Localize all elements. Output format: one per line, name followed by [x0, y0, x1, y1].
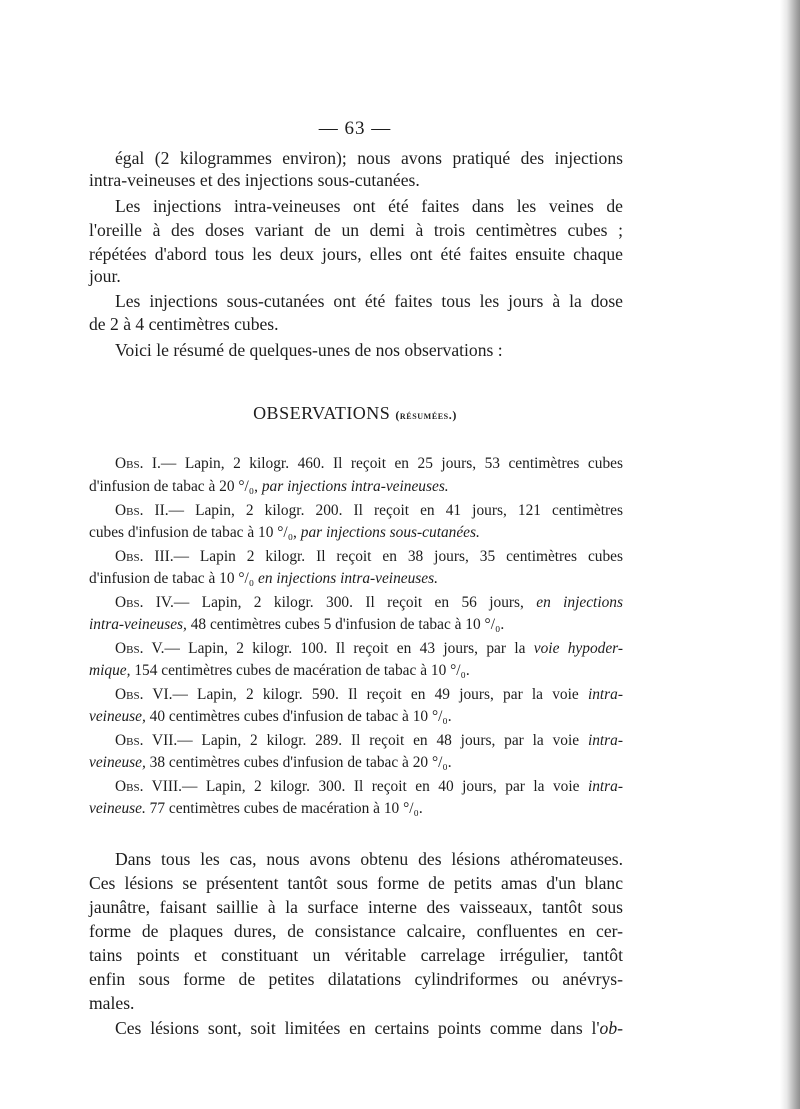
closing-p1-line3: jaunâtre, faisant saillie à la surface interne des vaisseaux, tantôt sous	[89, 897, 623, 917]
obs-6-line1-italic: intra-	[587, 686, 623, 703]
obs-7-line1-italic: intra-	[587, 732, 623, 749]
intro-p2-line2: l'oreille à des doses variant de un demi à trois centimètres cubes ;	[89, 220, 623, 240]
intro-p2-line4: jour.	[89, 266, 121, 286]
obs-4-line1-italic: en injections	[536, 594, 623, 611]
obs-6-line1	[115, 684, 623, 706]
obs-8-line2	[89, 798, 623, 820]
obs-6-line2-italic: veineuse,	[89, 708, 146, 725]
section-title-main: OBSERVATIONS	[253, 403, 391, 423]
obs-7-label: Obs. VII.	[115, 732, 178, 749]
obs-8-line1	[115, 776, 623, 798]
closing-p2-line1-italic: ob-	[599, 1018, 623, 1038]
obs-6-line2	[89, 706, 623, 728]
closing-p1-line5: tains points et constituant un véritable carrelage irrégulier, tantôt	[89, 945, 623, 965]
intro-p1-line2: intra-veineuses et des injections sous-cutanées.	[89, 170, 420, 190]
obs-7-line2	[89, 752, 623, 774]
obs-4-line2-plain: 48 centimètres cubes 5 d'infusion de tabac à 10 °/₀.	[186, 616, 505, 633]
obs-5-line1	[115, 638, 623, 660]
obs-1-line2	[89, 476, 623, 498]
obs-3-line2	[89, 568, 623, 590]
page-number: — 63 —	[318, 118, 392, 139]
obs-7-line2-plain: 38 centimètres cubes d'infusion de tabac à 20 °/₀.	[145, 754, 452, 771]
intro-p3-line2: de 2 à 4 centimètres cubes.	[89, 314, 279, 334]
obs-2-label: Obs. II.	[115, 502, 169, 519]
obs-3-label: Obs. III.	[115, 548, 174, 565]
obs-8-line1-plain: — Lapin, 2 kilogr. 300. Il reçoit en 40 jours, par la voie	[181, 778, 588, 795]
obs-6-label: Obs. VI.	[115, 686, 173, 703]
obs-3-line1-text: — Lapin 2 kilogr. Il reçoit en 38 jours, 35 centimètres cubes	[173, 548, 623, 565]
obs-1-line1-text: — Lapin, 2 kilogr. 460. Il reçoit en 25 jours, 53 centimètres cubes	[160, 455, 623, 472]
obs-1-line1	[115, 453, 623, 475]
obs-4-label: Obs. IV.	[115, 594, 174, 611]
intro-p2-line1: Les injections intra-veineuses ont été faites dans les veines de	[115, 196, 623, 216]
obs-5-line1-italic: voie hypoder-	[533, 640, 623, 657]
obs-3-line1	[115, 546, 623, 568]
obs-8-line2-italic: veineuse.	[89, 800, 146, 817]
obs-6-line1-plain: — Lapin, 2 kilogr. 590. Il reçoit en 49 jours, par la voie	[172, 686, 588, 703]
obs-8-label: Obs. VIII.	[115, 778, 182, 795]
obs-8-line1-italic: intra-	[587, 778, 623, 795]
obs-7-line1-plain: — Lapin, 2 kilogr. 289. Il reçoit en 48 jours, par la voie	[177, 732, 588, 749]
obs-1-line2-italic: par injections intra-veineuses.	[261, 478, 449, 495]
intro-p1-line1: égal (2 kilogrammes environ); nous avons pratiqué des injections	[115, 148, 623, 168]
obs-2-line2	[89, 522, 623, 544]
closing-p1-line1: Dans tous les cas, nous avons obtenu des lésions athéromateuses.	[115, 849, 623, 869]
obs-5-line1-plain: — Lapin, 2 kilogr. 100. Il reçoit en 43 jours, par la	[164, 640, 534, 657]
closing-p2-line1-plain: Ces lésions sont, soit limitées en certains points comme dans l'	[115, 1018, 600, 1038]
section-title-sub: (résumées.)	[395, 408, 457, 422]
obs-4-line2-italic: intra-veineuses,	[89, 616, 187, 633]
obs-1-line2-plain: d'infusion de tabac à 20 °/₀,	[89, 478, 262, 495]
intro-p3-line1: Les injections sous-cutanées ont été faites tous les jours à la dose	[115, 291, 623, 311]
obs-3-line2-italic: en injections intra-veineuses.	[258, 570, 438, 587]
obs-8-line2-plain: 77 centimètres cubes de macération à 10 °/₀.	[145, 800, 423, 817]
obs-2-line1	[115, 500, 623, 522]
obs-4-line2	[89, 614, 623, 636]
obs-5-label: Obs. V.	[115, 640, 165, 657]
obs-4-line1-plain: — Lapin, 2 kilogr. 300. Il reçoit en 56 jours,	[173, 594, 537, 611]
obs-5-line2	[89, 660, 623, 682]
section-title	[0, 403, 710, 424]
obs-2-line2-plain: cubes d'infusion de tabac à 10 °/₀,	[89, 524, 301, 541]
closing-p1-line2: Ces lésions se présentent tantôt sous forme de petits amas d'un blanc	[89, 873, 623, 893]
closing-p2-line1	[115, 1017, 623, 1039]
obs-7-line1	[115, 730, 623, 752]
obs-5-line2-italic: mique,	[89, 662, 131, 679]
intro-p2-line3: répétées d'abord tous les deux jours, elles ont été faites ensuite chaque	[89, 244, 623, 264]
obs-6-line2-plain: 40 centimètres cubes d'infusion de tabac à 10 °/₀.	[145, 708, 452, 725]
obs-1-label: Obs. I.	[115, 455, 161, 472]
obs-2-line2-italic: par injections sous-cutanées.	[300, 524, 480, 541]
intro-p4-line1: Voici le résumé de quelques-unes de nos observations :	[115, 340, 503, 360]
closing-p1-line6: enfin sous forme de petites dilatations cylindriformes ou anévrys-	[89, 969, 623, 989]
obs-4-line1	[115, 592, 623, 614]
closing-p1-line7: males.	[89, 993, 135, 1013]
obs-2-line1-text: — Lapin, 2 kilogr. 200. Il reçoit en 41 jours, 121 centimètres	[168, 502, 623, 519]
closing-p1-line4: forme de plaques dures, de consistance calcaire, confluentes en cer-	[89, 921, 623, 941]
obs-7-line2-italic: veineuse,	[89, 754, 146, 771]
obs-3-line2-plain: d'infusion de tabac à 10 °/₀	[89, 570, 259, 587]
obs-5-line2-plain: 154 centimètres cubes de macération de tabac à 10 °/₀.	[130, 662, 470, 679]
